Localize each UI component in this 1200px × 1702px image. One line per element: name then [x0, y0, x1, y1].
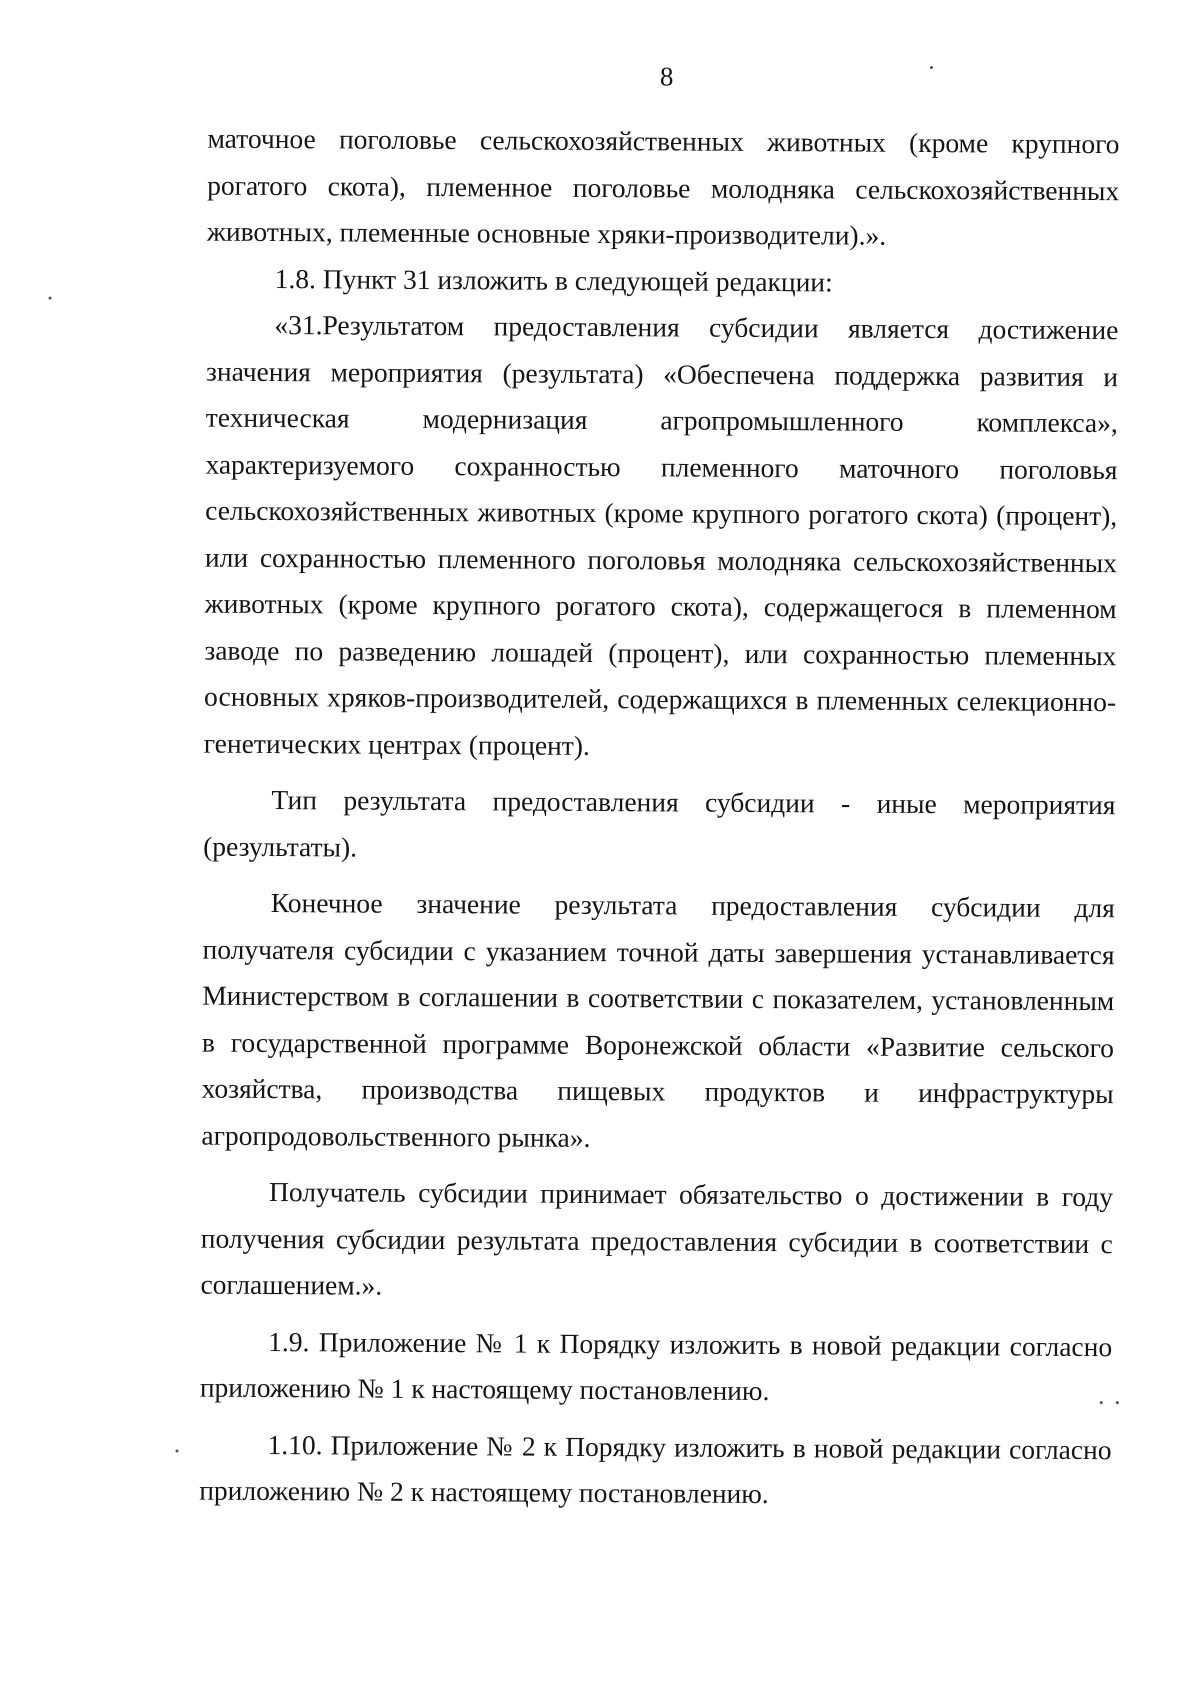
paragraph-point-31: «31.Результатом предоставления субсидии является достижение значения мероприятия (результата) «Обеспечена поддержка развития и техническая модернизация агропромышленного комплекса», характеризуемого сохранностью племенного маточного поголовья сельскохозяйственных животных (кроме крупного рогатого скота) (процент), или сохранностью племенного поголовья молодняка сельскохозяйственных животных (кроме крупного рогатого скота), содержащегося в племенном заводе по разведению лошадей (процент), или сохранностью племенных основных хряков-производителей, содержащихся в племенных селекционно-генетических центрах (процент). [203, 309, 1119, 761]
paragraph-final-value: Конечное значение результата предоставления субсидии для получателя субсидии с указанием точной даты завершения устанавливается Министерством в соглашении в соответствии с показателем, установленным в государственной программе Воронежской области «Развитие сельского хозяйства, производства пищевых продуктов и инфраструктуры агропродовольственного рынка». [201, 887, 1115, 1153]
scan-speck [49, 297, 52, 300]
scan-speck [1116, 1401, 1119, 1404]
scan-speck [930, 66, 933, 69]
document-body [199, 116, 1120, 1520]
scan-speck [175, 1449, 178, 1452]
paragraph-item-1-8: 1.8. Пункт 31 изложить в следующей редакции: [274, 262, 833, 297]
paragraph-item-1-10: 1.10. Приложение № 2 к Порядку изложить в новой редакции согласно приложению № 2 к настоящему постановлению. [199, 1428, 1112, 1510]
scan-speck [1100, 1401, 1103, 1404]
paragraph-continuation: маточное поголовье сельскохозяйственных животных (кроме крупного рогатого скота), племенное поголовье молодняка сельскохозяйственных животных, племенные основные хряки-производители).». [206, 122, 1120, 251]
paragraph-obligation: Получатель субсидии принимает обязательство о достижении в году получения субсидии результата предоставления субсидии в соответствии с соглашением.». [200, 1176, 1114, 1301]
paragraph-result-type: Тип результата предоставления субсидии - иные мероприятия (результаты). [203, 784, 1116, 863]
paragraph-item-1-9: 1.9. Приложение № 1 к Порядку изложить в новой редакции согласно приложению № 1 к настоящему постановлению. [199, 1325, 1113, 1407]
page-number: 8 [659, 61, 674, 92]
